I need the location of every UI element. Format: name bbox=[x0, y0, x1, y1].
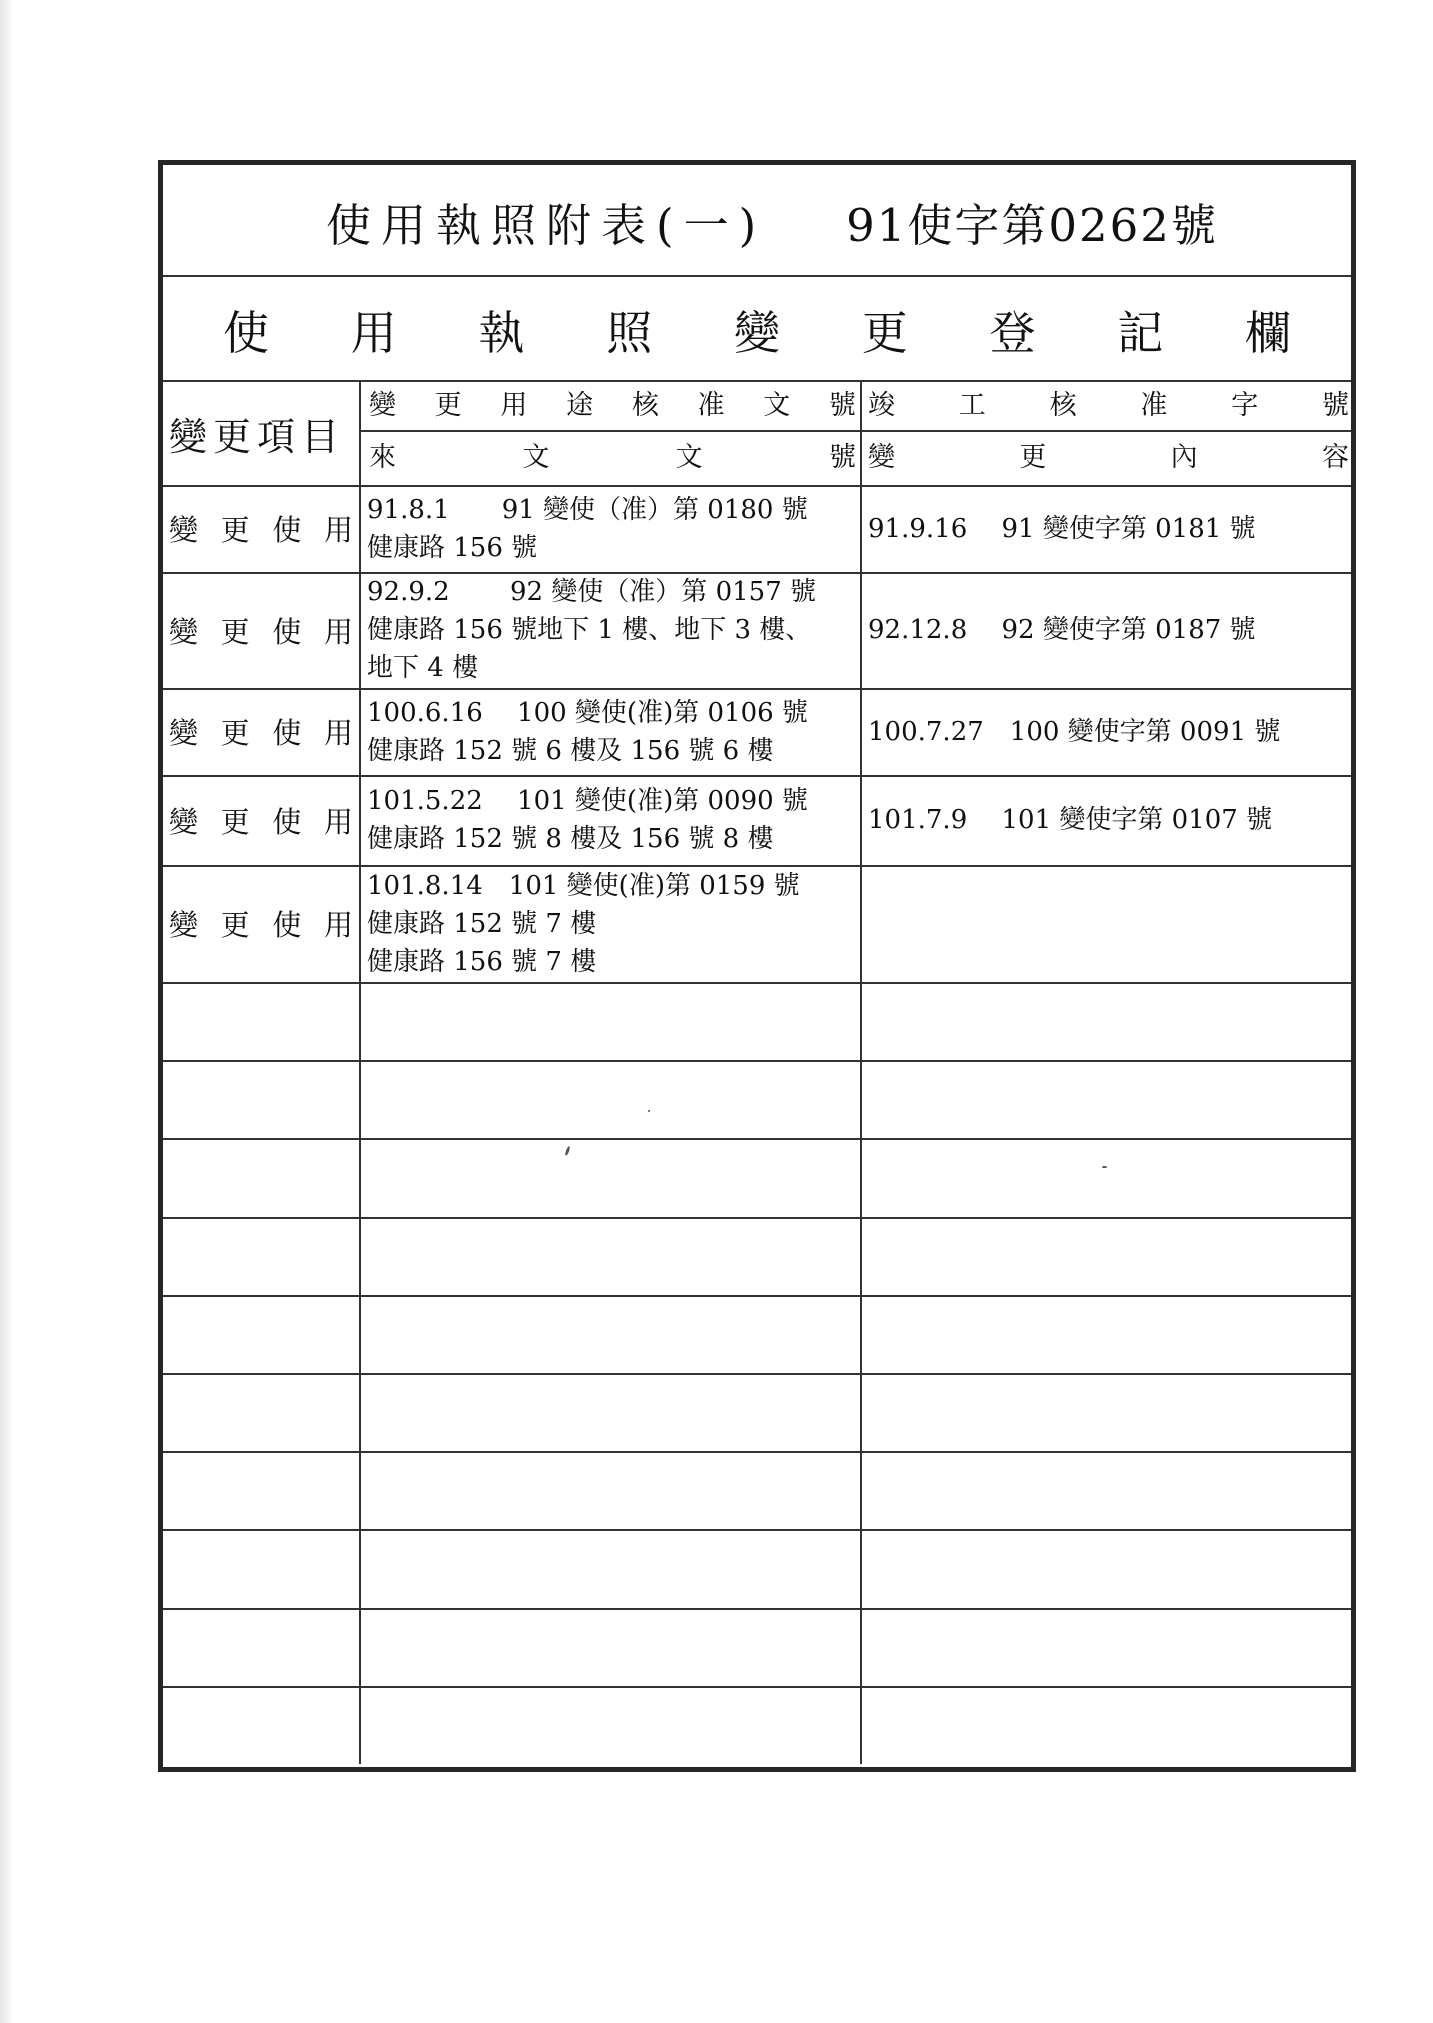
row-divider bbox=[163, 1529, 1351, 1531]
row-divider bbox=[163, 1138, 1351, 1140]
row-divider bbox=[163, 1295, 1351, 1297]
spread-char: 用 bbox=[500, 390, 528, 421]
license-attachment-table bbox=[158, 160, 1356, 1772]
spread-char: 竣 bbox=[868, 390, 895, 421]
approval-line: 101.5.22 101 變使(准)第 0090 號 bbox=[367, 786, 808, 816]
section-heading-char: 登 bbox=[989, 305, 1036, 360]
row-divider bbox=[163, 1060, 1351, 1062]
approval-line: 100.6.16 100 變使(准)第 0106 號 bbox=[367, 697, 808, 728]
header-approval-number bbox=[369, 387, 856, 425]
row-change-item bbox=[169, 572, 353, 688]
approval-line: 健康路 156 號 7 樓 bbox=[367, 946, 597, 977]
spread-char: 來 bbox=[369, 442, 396, 473]
section-heading-char: 變 bbox=[734, 305, 780, 360]
spread-char: 更 bbox=[220, 804, 250, 839]
spread-char: 使 bbox=[272, 614, 302, 649]
row-divider bbox=[163, 1451, 1351, 1453]
spread-char: 核 bbox=[1049, 390, 1077, 421]
spread-char: 文 bbox=[675, 442, 703, 473]
spread-char: 容 bbox=[1321, 442, 1349, 473]
section-heading-char: 更 bbox=[861, 305, 908, 360]
spread-char: 變 bbox=[169, 908, 199, 942]
document-title bbox=[163, 165, 1351, 277]
row-approval-doc bbox=[367, 491, 858, 567]
row-change-item bbox=[169, 485, 353, 572]
row-divider bbox=[163, 1608, 1351, 1610]
spread-char: 更 bbox=[1019, 442, 1047, 473]
spread-char: 准 bbox=[1140, 390, 1168, 421]
spread-char: 准 bbox=[697, 390, 725, 421]
spread-char: 使 bbox=[272, 513, 302, 547]
spread-char: 號 bbox=[828, 390, 856, 421]
row-divider bbox=[163, 1686, 1351, 1688]
row-change-item bbox=[169, 775, 353, 865]
spread-char: 工 bbox=[958, 390, 986, 421]
row-completion-doc bbox=[868, 713, 1349, 751]
completion-line: 100.7.27 100 變使字第 0091 號 bbox=[868, 716, 1281, 747]
row-change-item bbox=[169, 688, 353, 775]
approval-line: 健康路 152 號 6 樓及 156 號 6 樓 bbox=[367, 735, 774, 766]
approval-line: 91.8.1 91 變使（准）第 0180 號 bbox=[367, 494, 808, 525]
spread-char: 文 bbox=[763, 390, 791, 421]
spread-char: 更 bbox=[220, 614, 250, 649]
section-heading-char: 欄 bbox=[1245, 305, 1291, 360]
section-heading-char: 使 bbox=[223, 305, 269, 360]
spread-char: 途 bbox=[566, 390, 594, 421]
spread-char: 號 bbox=[1321, 390, 1349, 421]
row-completion-doc bbox=[868, 801, 1349, 839]
section-heading-row bbox=[163, 277, 1351, 382]
row-divider bbox=[163, 1373, 1351, 1375]
header-completion-number bbox=[868, 387, 1349, 425]
spread-char: 更 bbox=[434, 390, 462, 421]
spread-char: 使 bbox=[272, 804, 302, 839]
completion-line: 101.7.9 101 變使字第 0107 號 bbox=[868, 805, 1273, 835]
scan-speck bbox=[648, 1110, 650, 1112]
section-heading-char: 照 bbox=[606, 305, 653, 360]
completion-line: 91.9.16 91 變使字第 0181 號 bbox=[868, 513, 1256, 544]
row-divider bbox=[163, 982, 1351, 984]
column-divider bbox=[860, 382, 862, 1764]
approval-line: 健康路 156 號 bbox=[367, 532, 538, 563]
completion-line: 92.12.8 92 變使字第 0187 號 bbox=[868, 615, 1256, 645]
title-row bbox=[163, 165, 1351, 277]
column-divider bbox=[359, 382, 361, 1764]
row-approval-doc bbox=[367, 867, 858, 981]
spread-char: 變 bbox=[169, 614, 199, 649]
license-number: 91使字第0262號 bbox=[846, 198, 1218, 252]
section-heading-char: 記 bbox=[1117, 305, 1164, 360]
header-change-content bbox=[868, 439, 1349, 477]
spread-char: 更 bbox=[220, 908, 250, 942]
section-heading-char: 執 bbox=[478, 305, 525, 360]
row-change-item bbox=[169, 865, 353, 982]
spread-char: 用 bbox=[323, 614, 353, 649]
spread-char: 變 bbox=[169, 716, 199, 750]
spread-char: 號 bbox=[828, 442, 856, 473]
change-register-grid bbox=[163, 382, 1351, 1767]
approval-line: 地下 4 樓 bbox=[367, 653, 479, 683]
spread-char: 變 bbox=[169, 804, 199, 839]
spread-char: 變 bbox=[369, 390, 396, 421]
approval-line: 健康路 152 號 7 樓 bbox=[367, 908, 597, 939]
spread-char: 用 bbox=[323, 716, 353, 750]
spread-char: 使 bbox=[272, 716, 302, 750]
spread-char: 變 bbox=[169, 513, 199, 547]
row-divider bbox=[163, 1217, 1351, 1219]
spread-char: 更 bbox=[220, 513, 250, 547]
row-approval-doc bbox=[367, 694, 858, 770]
row-completion-doc bbox=[868, 611, 1349, 649]
row-approval-doc bbox=[367, 573, 858, 687]
spread-char: 用 bbox=[323, 908, 353, 942]
header-incoming-doc-number bbox=[369, 439, 856, 477]
row-completion-doc bbox=[868, 510, 1349, 548]
title-left: 使用執照附表(一) bbox=[326, 198, 767, 252]
row-approval-doc bbox=[367, 782, 858, 858]
approval-line: 92.9.2 92 變使（准）第 0157 號 bbox=[367, 577, 817, 607]
spread-char: 用 bbox=[323, 804, 353, 839]
approval-line: 健康路 152 號 8 樓及 156 號 8 樓 bbox=[367, 824, 774, 854]
spread-char: 文 bbox=[522, 442, 550, 473]
approval-line: 健康路 156 號地下 1 樓、地下 3 樓、 bbox=[367, 615, 812, 645]
section-heading-char: 用 bbox=[350, 305, 397, 360]
scan-edge-shadow bbox=[0, 0, 14, 2023]
spread-char: 用 bbox=[323, 513, 353, 547]
spread-char: 更 bbox=[220, 716, 250, 750]
spread-char: 核 bbox=[631, 390, 659, 421]
spread-char: 內 bbox=[1170, 442, 1198, 473]
header-change-item: 變更項目 bbox=[169, 415, 346, 459]
header-divider bbox=[359, 430, 1351, 432]
section-heading bbox=[223, 277, 1291, 382]
spread-char: 使 bbox=[272, 908, 302, 942]
spread-char: 字 bbox=[1231, 390, 1259, 421]
scan-speck bbox=[1102, 1166, 1107, 1168]
approval-line: 101.8.14 101 變使(准)第 0159 號 bbox=[367, 870, 800, 901]
spread-char: 變 bbox=[868, 442, 895, 473]
